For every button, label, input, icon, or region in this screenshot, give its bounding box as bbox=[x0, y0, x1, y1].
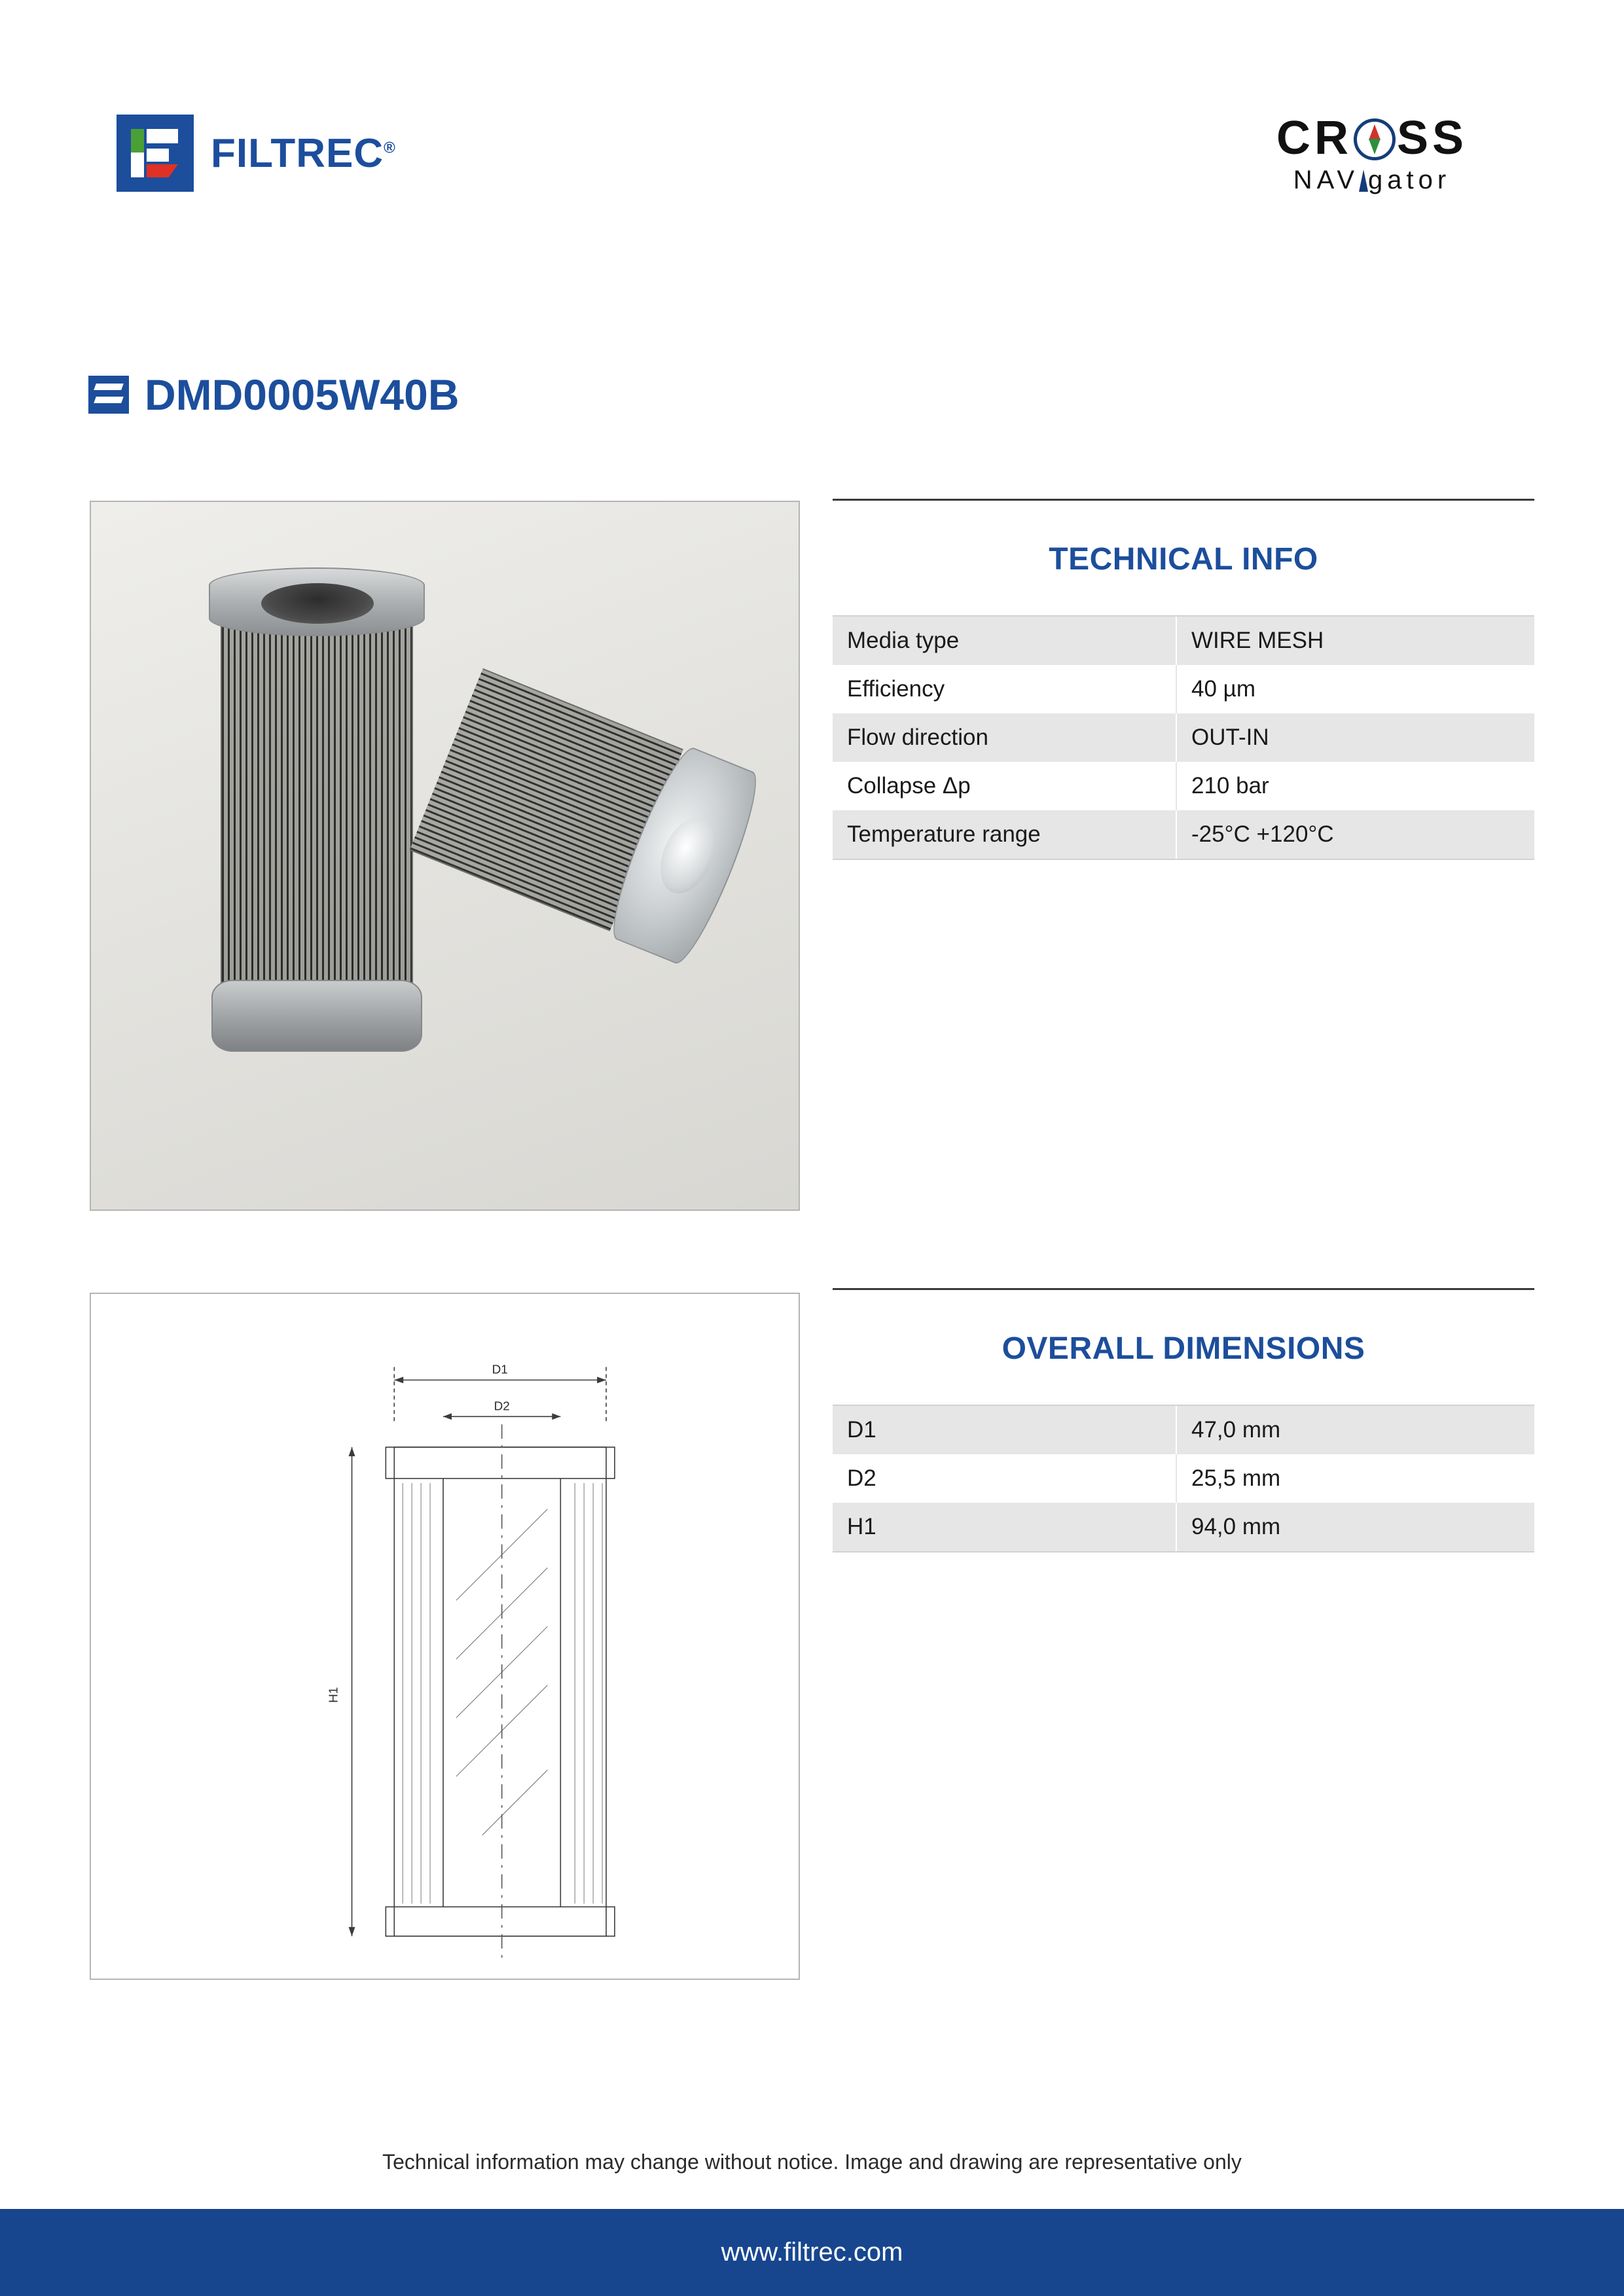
spec-label: Temperature range bbox=[833, 810, 1176, 859]
footer-note: Technical information may change without notice. Image and drawing are representative only bbox=[382, 2150, 1242, 2174]
table-row bbox=[833, 713, 1534, 762]
filtrec-logo bbox=[117, 115, 396, 192]
filter-element-tilted bbox=[402, 668, 768, 984]
spec-value: 40 µm bbox=[1176, 665, 1534, 713]
technical-info-table bbox=[833, 615, 1534, 860]
drawing-label-d1: D1 bbox=[492, 1363, 508, 1377]
dim-label: D1 bbox=[833, 1405, 1176, 1454]
technical-info-title: TECHNICAL INFO bbox=[1049, 542, 1318, 577]
page-header bbox=[0, 0, 1624, 262]
filtrec-product-icon bbox=[88, 376, 129, 414]
spec-value: OUT-IN bbox=[1176, 713, 1534, 762]
footer-bar bbox=[0, 2209, 1624, 2296]
technical-drawing-svg bbox=[91, 1294, 799, 1979]
spec-value: WIRE MESH bbox=[1176, 616, 1534, 665]
table-row bbox=[833, 665, 1534, 713]
drawing-label-d2: D2 bbox=[494, 1399, 510, 1414]
filtrec-logo-text bbox=[211, 130, 396, 177]
spec-label: Efficiency bbox=[833, 665, 1176, 713]
filter-element-upright bbox=[209, 567, 425, 1065]
spec-value: 210 bar bbox=[1176, 762, 1534, 810]
section-divider bbox=[833, 1288, 1534, 1290]
cross-text-left: CR bbox=[1276, 112, 1352, 164]
spec-label: Flow direction bbox=[833, 713, 1176, 762]
dim-label: H1 bbox=[833, 1503, 1176, 1552]
needle-icon bbox=[1359, 170, 1368, 192]
table-row bbox=[833, 1503, 1534, 1552]
overall-dimensions-title: OVERALL DIMENSIONS bbox=[1001, 1331, 1365, 1366]
spec-value: -25°C +120°C bbox=[1176, 810, 1534, 859]
dim-value: 25,5 mm bbox=[1176, 1454, 1534, 1503]
overall-dimensions-table bbox=[833, 1405, 1534, 1552]
dim-value: 47,0 mm bbox=[1176, 1405, 1534, 1454]
overall-dimensions-section bbox=[833, 1288, 1534, 1552]
dim-label: D2 bbox=[833, 1454, 1176, 1503]
product-photo-image bbox=[91, 502, 799, 1210]
table-row bbox=[833, 762, 1534, 810]
compass-icon bbox=[1354, 118, 1396, 160]
product-photo bbox=[90, 501, 800, 1211]
brand-name: FILTREC bbox=[211, 130, 384, 176]
cross-text-right: SS bbox=[1396, 112, 1468, 164]
dim-value: 94,0 mm bbox=[1176, 1503, 1534, 1552]
table-row bbox=[833, 616, 1534, 665]
section-divider bbox=[833, 499, 1534, 501]
cross-navigator-line1 bbox=[1276, 112, 1468, 164]
nav-text-right: gator bbox=[1368, 166, 1451, 194]
table-row bbox=[833, 1405, 1534, 1454]
product-code: DMD0005W40B bbox=[145, 370, 460, 419]
spec-label: Collapse Δp bbox=[833, 762, 1176, 810]
table-row bbox=[833, 1454, 1534, 1503]
technical-drawing bbox=[90, 1293, 800, 1980]
page-title bbox=[88, 370, 460, 420]
technical-info-section bbox=[833, 499, 1534, 860]
table-row bbox=[833, 810, 1534, 859]
drawing-label-h1: H1 bbox=[327, 1687, 341, 1703]
cross-navigator-line2 bbox=[1235, 166, 1509, 195]
registered-mark: ® bbox=[384, 138, 396, 156]
spec-label: Media type bbox=[833, 616, 1176, 665]
nav-text-left: NAV bbox=[1293, 166, 1360, 194]
filtrec-logo-icon bbox=[117, 115, 194, 192]
cross-navigator-logo bbox=[1235, 112, 1509, 195]
website-link[interactable]: www.filtrec.com bbox=[721, 2238, 903, 2267]
